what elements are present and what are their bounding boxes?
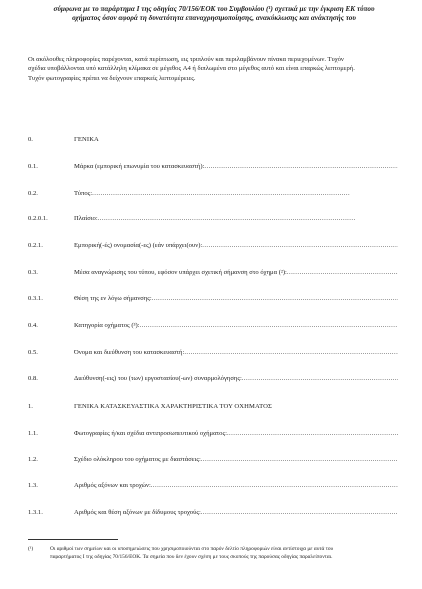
form-field-1-3[interactable] (0, 481, 422, 491)
item-number: 0.2.1. (28, 242, 43, 249)
header-line-1: σύμφωνα με το παράρτημα I της οδηγίας 70/156/ΕΟΚ του Συμβουλίου (¹) σχετικά με την έγκριση ΕΚ τύπου (53, 5, 375, 13)
item-label: Μάρκα (εμπορική επωνυμία του κατασκευαστή): . . . (74, 162, 398, 172)
header-line-2: οχήματος όσον αφορά τη δυνατότητα επαναχρησιμοποίησης, ανακύκλωσης και ανάκτησής του (72, 14, 356, 22)
footnote-divider (28, 539, 118, 540)
section-1-heading (0, 402, 422, 412)
document-header (28, 5, 400, 23)
item-label: Αριθμός και θέση αξόνων με δίδυμους τροχούς: . . . (74, 508, 398, 518)
form-field-1-2[interactable] (0, 455, 422, 465)
intro-line-2: σχέδια υποβάλλονται υπό κατάλληλη κλίμακα σε μέγεθος A4 ή διπλωμένα στο μέγεθος αυτό και είναι επαρκώς λεπτομερή. (28, 65, 355, 73)
footnote-mark: (¹) (28, 546, 34, 552)
item-number: 1.2. (28, 456, 38, 463)
intro-paragraph (28, 55, 398, 83)
item-number: 0.3. (28, 269, 38, 276)
item-label: Διεύθυνση(-εις) του (των) εργοστασίου(-ων) συναρμολόγησης: . . . (74, 374, 398, 384)
intro-line-1: Οι ακόλουθες πληροφορίες παρέχονται, κατά περίπτωση, εις τριπλούν και περιλαμβάνουν πίνακα περιεχομένων. Τυχόν (28, 56, 344, 63)
footnote-text (50, 545, 400, 561)
item-number: 1.1. (28, 430, 38, 437)
item-label: ΓΕΝΙΚΑ ΚΑΤΑΣΚΕΥΑΣΤΙΚΑ ΧΑΡΑΚΤΗΡΙΣΤΙΚΑ ΤΟΥ ΟΧΗΜΑΤΟΣ (74, 403, 272, 410)
form-field-0-5[interactable] (0, 348, 422, 358)
item-label: Φωτογραφίες ή/και σχέδια αντιπροσωπευτικού οχήματος: . . . (74, 429, 398, 439)
form-field-0-4[interactable] (0, 321, 422, 331)
item-number: 1. (28, 403, 33, 410)
item-label: ΓΕΝΙΚΑ (74, 136, 99, 143)
item-label: Μέσα αναγνώρισης του τύπου, εφόσον υπάρχει σχετική σήμανση στο όχημα (²): . . . (74, 268, 398, 278)
item-number: 0.8. (28, 375, 38, 382)
form-field-0-2-1[interactable] (0, 241, 422, 251)
intro-line-3: Τυχόν φωτογραφίες πρέπει να δείχνουν επαρκείς λεπτομέρειες. (28, 74, 196, 82)
item-number: 0. (28, 136, 33, 143)
item-number: 0.1. (28, 163, 38, 170)
form-field-0-2[interactable] (0, 189, 422, 199)
form-field-0-3-1[interactable] (0, 294, 422, 304)
footnote-line-1: Οι αριθμοί των σημείων και οι υποσημειώσεις που χρησιμοποιούνται στο παρόν δελτίο πληροφοριών είναι αντίστοιχα με αυτά του (50, 546, 334, 552)
form-field-1-1[interactable] (0, 429, 422, 439)
form-field-1-3-1[interactable] (0, 508, 422, 518)
item-label: Κατηγορία οχήματος (³): . . . (74, 321, 398, 331)
item-label: Σχέδιο ολόκληρου του οχήματος με διαστάσεις: . . . (74, 455, 398, 465)
item-label: Θέση της εν λόγω σήμανσης: . . . (74, 294, 398, 304)
item-number: 1.3. (28, 482, 38, 489)
form-field-0-2-0-1[interactable] (0, 214, 422, 224)
item-label: Εμπορική(-ές) ονομασία(-ες) (εάν υπάρχει(ουν): . . . (74, 241, 398, 251)
item-number: 0.4. (28, 322, 38, 329)
item-label: Πλαίσιο: . . . (74, 214, 398, 224)
item-label: Αριθμός αξόνων και τροχών: . . . (74, 481, 398, 491)
item-number: 0.2.0.1. (28, 215, 48, 222)
form-field-0-3[interactable] (0, 268, 422, 278)
form-field-0-8[interactable] (0, 374, 422, 384)
item-number: 0.2. (28, 190, 38, 197)
item-label: Όνομα και διεύθυνση του κατασκευαστή: . . . (74, 348, 398, 358)
form-field-0-1[interactable] (0, 162, 422, 172)
item-number: 0.3.1. (28, 295, 43, 302)
section-0-heading (0, 135, 422, 145)
footnote-line-2: παραρτήματος I της οδηγίας 70/156/ΕΟΚ. Τα σημεία που δεν έχουν σχέση με τους σκοπούς της παρούσας οδηγίας παραλείπονται. (50, 554, 333, 560)
item-label: Τύπος: . . . (74, 189, 398, 199)
item-number: 0.5. (28, 349, 38, 356)
item-number: 1.3.1. (28, 509, 43, 516)
